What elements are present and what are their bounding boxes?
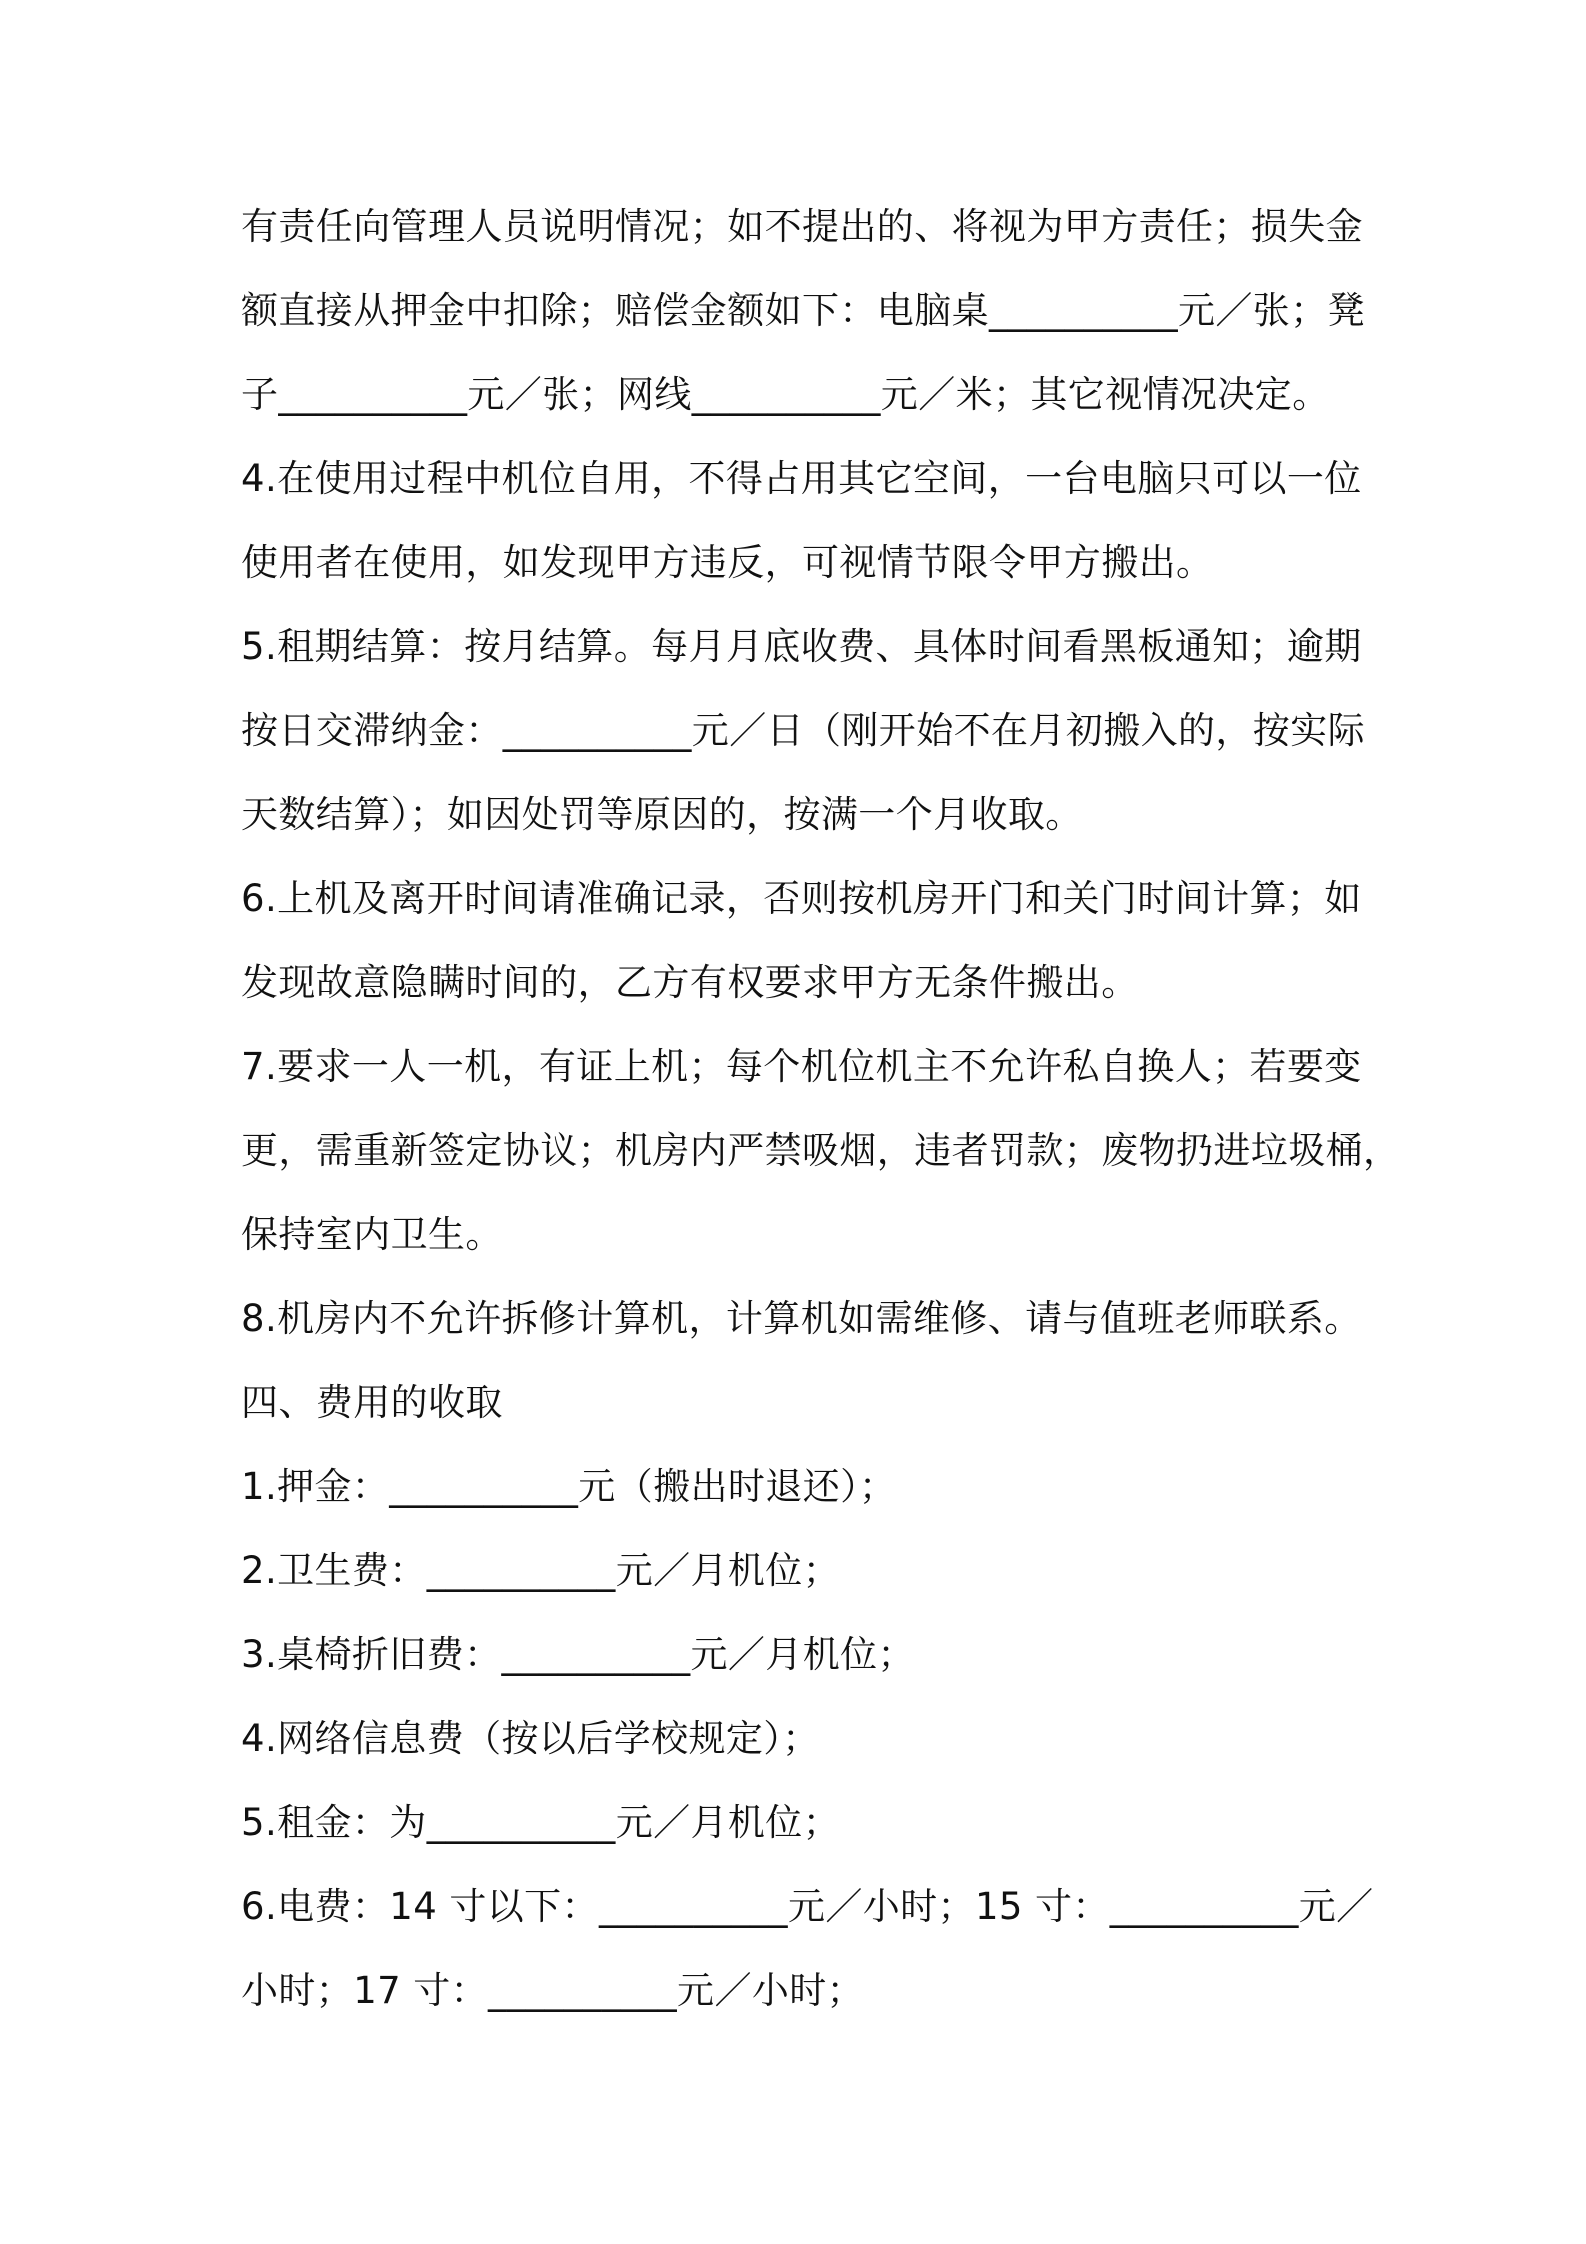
fee-item: 1.押金：__________元（搬出时退还）；: [241, 1465, 897, 1508]
fee-item: 4.网络信息费（按以后学校规定）；: [241, 1717, 820, 1760]
text-line: 有责任向管理人员说明情况；如不提出的、将视为甲方责任；损失金: [241, 205, 1363, 248]
section-heading: 四、费用的收取: [241, 1381, 503, 1424]
text-line: 子__________元／张；网线__________元／米；其它视情况决定。: [241, 373, 1330, 416]
fee-item: 小时；17 寸：__________元／小时；: [241, 1969, 865, 2012]
text-line: 保持室内卫生。: [241, 1213, 503, 1256]
document-body: [241, 197, 1401, 2045]
text-line: 按日交滞纳金：__________元／日（刚开始不在月初搬入的，按实际: [241, 709, 1365, 752]
fee-item: 3.桌椅折旧费：__________元／月机位；: [241, 1633, 915, 1676]
text-line: 8.机房内不允许拆修计算机，计算机如需维修、请与值班老师联系。: [241, 1297, 1362, 1340]
text-line: 额直接从押金中扣除；赔偿金额如下：电脑桌__________元／张；凳: [241, 289, 1365, 332]
text-line: 天数结算）；如因处罚等原因的，按满一个月收取。: [241, 793, 1083, 836]
text-line: 更，需重新签定协议；机房内严禁吸烟，违者罚款；废物扔进垃圾桶，: [241, 1129, 1401, 1172]
text-line: 6.上机及离开时间请准确记录，否则按机房开门和关门时间计算；如: [241, 877, 1362, 920]
text-line: 7.要求一人一机，有证上机；每个机位机主不允许私自换人；若要变: [241, 1045, 1362, 1088]
fee-item: 5.租金：为__________元／月机位；: [241, 1801, 841, 1844]
text-line: 发现故意隐瞒时间的，乙方有权要求甲方无条件搬出。: [241, 961, 1139, 1004]
text-line: 4.在使用过程中机位自用，不得占用其它空间，一台电脑只可以一位: [241, 457, 1362, 500]
fee-item: 2.卫生费：__________元／月机位；: [241, 1549, 841, 1592]
text-line: 5.租期结算：按月结算。每月月底收费、具体时间看黑板通知；逾期: [241, 625, 1362, 668]
fee-item: 6.电费：14 寸以下：__________元／小时；15 寸：__________元／: [241, 1885, 1374, 1928]
text-line: 使用者在使用，如发现甲方违反，可视情节限令甲方搬出。: [241, 541, 1214, 584]
